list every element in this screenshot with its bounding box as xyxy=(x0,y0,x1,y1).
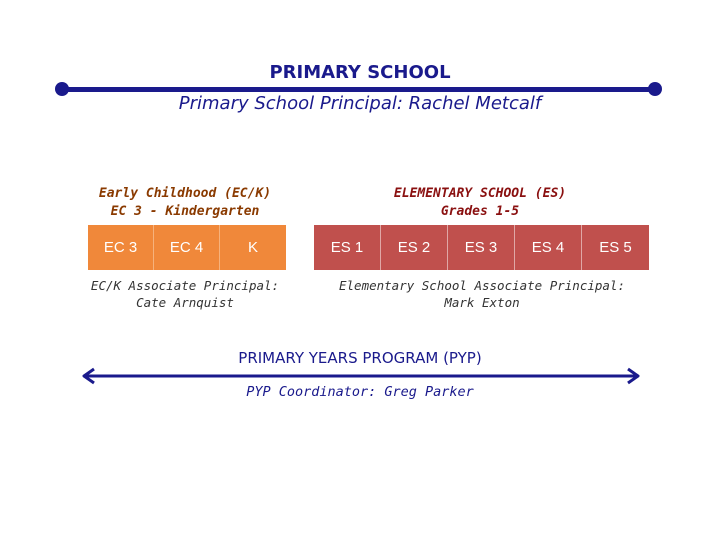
grade-box-es2: ES 2 xyxy=(381,225,448,270)
early-childhood-heading xyxy=(70,185,300,221)
elementary-associate-role: Elementary School Associate Principal: xyxy=(339,278,625,293)
principal-label: Primary School Principal: Rachel Metcalf xyxy=(178,93,542,114)
early-childhood-grade-row xyxy=(88,225,286,270)
early-childhood-heading-line1: Early Childhood (EC/K) xyxy=(98,186,272,201)
early-childhood-associate xyxy=(60,277,310,311)
elementary-associate-name: Mark Exton xyxy=(444,295,520,310)
early-childhood-associate-role: EC/K Associate Principal: xyxy=(90,278,280,293)
elementary-heading xyxy=(330,185,630,221)
page-title: PRIMARY SCHOOL xyxy=(269,62,451,83)
grade-box-ec4: EC 4 xyxy=(154,225,220,270)
pyp-title: PRIMARY YEARS PROGRAM (PYP) xyxy=(238,349,482,367)
early-childhood-heading-line2: EC 3 - Kindergarten xyxy=(110,204,260,219)
elementary-associate xyxy=(320,277,644,311)
pyp-coordinator: PYP Coordinator: Greg Parker xyxy=(246,384,474,400)
elementary-heading-line1: ELEMENTARY SCHOOL (ES) xyxy=(393,186,567,201)
double-arrow-icon xyxy=(80,366,642,386)
grade-box-es5: ES 5 xyxy=(582,225,649,270)
elementary-grade-row xyxy=(314,225,649,270)
grade-box-ec3: EC 3 xyxy=(88,225,154,270)
grade-box-es3: ES 3 xyxy=(448,225,515,270)
elementary-heading-line2: Grades 1-5 xyxy=(440,204,520,219)
early-childhood-associate-name: Cate Arnquist xyxy=(136,295,234,310)
grade-box-es1: ES 1 xyxy=(314,225,381,270)
header-divider-line xyxy=(62,87,656,92)
grade-box-k: K xyxy=(220,225,286,270)
grade-box-es4: ES 4 xyxy=(515,225,582,270)
